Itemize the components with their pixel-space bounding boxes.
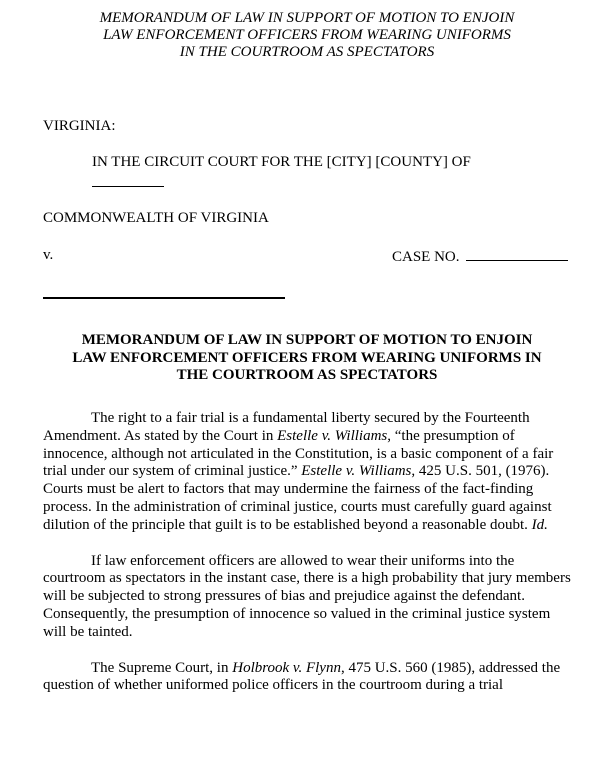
p3-case-citation: Holbrook v. Flynn: [232, 659, 341, 676]
paragraph-1: [43, 410, 576, 535]
p1-text-a: The right to a fair trial is a fundamental liberty secured by the Fourteenth Amendment. As stated by the Court in: [43, 410, 530, 444]
caption-court: IN THE CIRCUIT COURT FOR THE [CITY] [COUNTY] OF: [92, 154, 471, 170]
paragraph-3: [43, 660, 576, 696]
p1-text-b: , “the presumption of innocence, although not articulated in the Constitution, is a basic component of a fair trial under our system of criminal justice.”: [43, 427, 554, 480]
header-line-1: MEMORANDUM OF LAW IN SUPPORT OF MOTION TO ENJOIN: [99, 10, 515, 26]
p1-case-citation-2: Estelle v. Williams: [301, 463, 412, 480]
title-line-3: THE COURTROOM AS SPECTATORS: [176, 367, 438, 383]
p3-text-a: The Supreme Court, in: [91, 659, 233, 676]
paragraph-2: [43, 553, 576, 642]
p1-text-c: , 425 U.S. 501, (1976). Courts must be alert to factors that may undermine the fairness of the fact-finding process. In the administration of criminal justice, courts must carefully guard against dilution of the principle that guilt is to be established beyond a reasonable doubt.: [43, 463, 552, 533]
document-header: [0, 10, 614, 61]
defendant-name-line: [43, 297, 285, 299]
caption-state: VIRGINIA:: [43, 118, 116, 134]
caption-plaintiff: COMMONWEALTH OF VIRGINIA: [43, 210, 269, 226]
case-number-blank: [466, 246, 568, 261]
case-number-field: [392, 246, 568, 266]
title-line-2: LAW ENFORCEMENT OFFICERS FROM WEARING UNIFORMS IN: [72, 349, 542, 366]
memorandum-title: [0, 332, 614, 385]
case-number-label: CASE NO.: [392, 249, 460, 265]
caption-versus: v.: [43, 247, 54, 263]
p3-text-b: , 475 U.S. 560 (1985), addressed the question of whether uniformed police officers in the courtroom during a trial: [43, 659, 561, 694]
header-line-3: IN THE COURTROOM AS SPECTATORS: [179, 44, 435, 60]
p2-text: If law enforcement officers are allowed to wear their uniforms into the courtroom as spectators in the instant case, there is a high probability that jury members will be subjected to strong pressures of bias and prejudice against the defendant. Consequently, the presumption of innocence so valued in the criminal justice system will be tainted.: [43, 552, 571, 640]
header-line-2: LAW ENFORCEMENT OFFICERS FROM WEARING UNIFORMS: [103, 27, 511, 43]
title-line-1: MEMORANDUM OF LAW IN SUPPORT OF MOTION TO ENJOIN: [81, 332, 533, 348]
p1-case-citation-1: Estelle v. Williams: [277, 427, 388, 444]
memorandum-body: [43, 410, 576, 713]
p1-id-citation: Id.: [531, 516, 548, 533]
court-location-blank: [92, 186, 164, 187]
